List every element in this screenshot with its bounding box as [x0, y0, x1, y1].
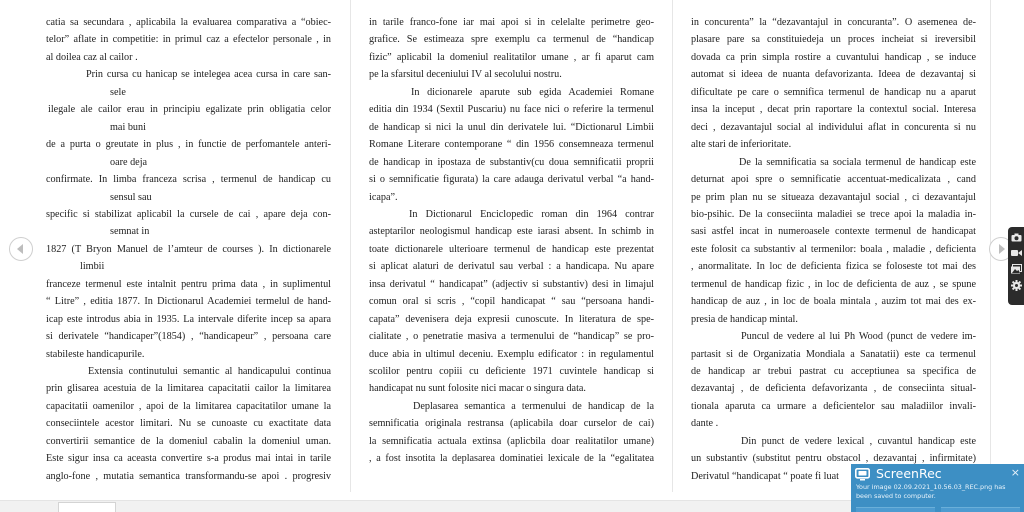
record-video-button[interactable]: [1010, 247, 1022, 259]
text-line: cialitate , o penetratie masiva a termenului de “handicap” se pro-: [369, 331, 654, 343]
page-divider: [672, 0, 673, 492]
chevron-left-icon: [17, 244, 23, 254]
text-line: Este sigur insa ca aceasta convertire s-a produs mai intai in tarile: [46, 453, 331, 465]
text-line: semnificatia originala restransa (aplicabila doar curselor de cai): [369, 418, 654, 430]
text-line: specific si stabilizat aplicabil la cursele de cai , apare deja con-: [46, 208, 331, 220]
text-line: grafice. Se estimeaza spre exemplu ca termenul de “handicap: [369, 34, 654, 46]
document-page-column: [369, 14, 654, 492]
text-line: alte stari de inferioritate.: [691, 139, 792, 151]
video-icon: [1011, 249, 1022, 257]
previous-page-button[interactable]: [9, 237, 33, 261]
text-line: In dicionarele aparute sub egida Academiei Romane: [411, 86, 654, 98]
text-line: 1827 (T Bryon Manuel de l’amteur de courses ). In dictionarele: [46, 243, 331, 255]
text-line: de a purta o greutate in plus , in functie de perfomantele anteri-: [46, 139, 331, 151]
gallery-button[interactable]: [1010, 263, 1022, 275]
text-line: Derivatul “handicapat “ poate fi luat: [691, 470, 839, 482]
text-line: Prin cursa cu hanicap se intelegea acea cursa in care san-: [86, 69, 331, 81]
screenrec-toolbar: [1008, 227, 1024, 305]
text-line: de handicap si nici la unul din derivatele lui. “Dictionarul Limbii: [369, 121, 654, 133]
text-line: anglo-fone , mutatia semantica transformandu-se apoi . progresiv: [46, 470, 331, 482]
text-line: Deplasarea semantica a termenului de handicap de la: [413, 400, 654, 412]
text-line: sensul sau: [110, 191, 152, 203]
text-line: insa la inceput , decat prin raportare la contextul social. Interesa: [691, 104, 976, 116]
text-line: In Dictionarul Enciclopedic roman din 1964 contrar: [409, 208, 654, 220]
text-line: telor” aflate in competitie: in primul caz a efectelor personale , in: [46, 34, 331, 46]
text-line: deturnat apoi spre o semnificatie accentuat-medicalizata , cand: [691, 174, 976, 186]
text-line: deci , dezavantajul social al individului aflat in concurenta si nu: [691, 121, 976, 133]
text-line: Puncul de vedere al lui Ph Wood (punct de vedere im-: [741, 331, 976, 343]
text-line: duce abia in ultimul deceniu. Exemplu edificator : in regulamentul: [369, 348, 654, 360]
notification-title: ScreenRec: [876, 466, 942, 481]
notification-action-button[interactable]: [856, 507, 935, 512]
document-page-column: [691, 14, 976, 492]
text-line: sele: [110, 86, 126, 98]
text-line: pe la sfarsitul deceniului IV al secolului nostru.: [369, 69, 562, 81]
text-line: dezavantaj , de deficienta defavorizanta , de conseciinta situal-: [691, 383, 976, 395]
text-line: handicap de auz , in loc de boala mintala , auzim tot mai des ex-: [691, 296, 976, 308]
text-line: scolilor pentru copiii cu deficiente 1971 cuvintele handicap si: [369, 366, 654, 377]
text-line: semnat in: [110, 226, 150, 238]
notification-header: [855, 467, 942, 481]
text-line: confirmate. In limba franceza scrisa , termenul de handicap cu: [46, 174, 331, 186]
text-line: fizic” aplicabil la domeniul realitatilor umane , ar fi aparut cam: [369, 51, 654, 63]
text-line: stabileste handicapurile.: [46, 348, 145, 360]
text-line: Extensia continutului semantic al handicapului continua: [88, 366, 331, 377]
text-line: si o semnificatie figurata) la care adauga derivatul verbal “a hand-: [369, 174, 654, 186]
notification-action-button[interactable]: [941, 507, 1020, 512]
text-line: partasit si de Organizatia Mondiala a Sanatatii) este ca termenul: [691, 348, 976, 360]
text-line: un substantiv (substitut pentru obstacol , dezavantaj , infirmitate): [691, 453, 976, 465]
text-line: presia de handicap mintal.: [691, 313, 798, 325]
document-page-column: [46, 14, 331, 492]
text-line: prin glisarea acestuia de la limitarea capacitatii cailor la limitarea: [46, 383, 331, 395]
text-line: comun oral si scris , “copil handicapat “ sau “persoana handi-: [369, 296, 654, 308]
text-line: de handicap ar trebui pastrat cu acceptiunea sa specifica de: [691, 366, 976, 377]
screenshot-button[interactable]: [1010, 231, 1022, 243]
chevron-right-icon: [999, 244, 1005, 254]
gallery-icon: [1011, 264, 1022, 274]
text-line: plasare pare sa constituiedeja un proces incheiat si ireversibil: [691, 34, 976, 46]
text-line: bio-psihic. De la conseciinta maladiei se trece apoi la maladia in-: [691, 208, 976, 220]
text-line: De la semnificatia sa sociala termenul de handicap este: [739, 156, 976, 168]
text-line: sasi astfel incat in numeroasele contexte termenul de handicapat: [691, 226, 976, 238]
text-line: catia sa secundara , aplicabila la evaluarea comparativa a “obiec-: [46, 17, 331, 28]
text-line: , anormalitate. In loc de deficienta fizica se foloseste tot mai des: [691, 261, 976, 273]
close-icon[interactable]: ×: [1010, 466, 1020, 479]
monitor-icon: [855, 468, 870, 481]
text-line: asteptarilor neologismul handicap este iarasi absent. In schimb in: [369, 226, 654, 238]
text-line: handicapat nu sunt folosite nici macar o singura data.: [369, 383, 586, 395]
text-line: dificultate pe care o semnifica termenul de handicap nu a aparut: [691, 86, 976, 98]
text-line: termenul de handicap fizic , in loc de deficienta de auz , se spune: [691, 278, 976, 290]
text-line: mai buni: [110, 121, 146, 133]
page-divider: [350, 0, 351, 492]
text-line: icapa”.: [369, 191, 398, 203]
notification-message: Your image 02.09.2021_10.56.03_REC.png has been saved to computer.: [856, 483, 1006, 500]
text-line: insa derivatul “ handicapat” (adjectiv si substantiv) desi in limajul: [369, 278, 654, 290]
text-line: in concurenta” la “dezavantajul in concuranta”. O asemenea de-: [691, 17, 976, 28]
text-line: al doilea caz al cailor .: [46, 51, 138, 63]
text-line: si derivatele “handicaper”(1854) , “handicapeur” , persoana care: [46, 331, 331, 343]
settings-button[interactable]: [1010, 279, 1022, 291]
text-line: oare deja: [110, 156, 148, 168]
text-line: Romane Literare contemporane “ din 1956 consemneaza termenul: [369, 139, 654, 151]
page-thumbnail[interactable]: [58, 502, 116, 512]
text-line: convertirii semantice de la domeniul cabalin la domeniul uman.: [46, 435, 331, 447]
text-line: tionala aparuta ca urmare a deficientelor sau maladiilor invali-: [691, 400, 976, 412]
camera-icon: [1011, 233, 1022, 242]
text-line: de handicap in ipostaza de substantiv(cu doua semnificatii proprii: [369, 156, 654, 168]
text-line: franceze termenul este intalnit pentru prima data , in suplimentul: [46, 278, 331, 290]
text-line: dovada ca prin simpla rostire a cuvantului handicap , se induce: [691, 51, 976, 63]
settings-icon: [1011, 280, 1022, 291]
text-line: capata” devenisera deja expresii cunoscute. In literatura de spe-: [369, 313, 654, 325]
text-line: toate dictionarele ulterioare termenul de handicap este prezentat: [369, 243, 654, 255]
text-line: la semnificatia actuala extinsa (aplicbila doar realitatilor umane): [369, 435, 654, 447]
text-line: limbii: [80, 261, 105, 273]
text-line: , a fost insotita la deplasarea dominatiei lexicale de la “egalitatea: [369, 453, 654, 465]
text-line: “ Litre” , editia 1877. In Dictionarul Academiei termelul de hand-: [46, 296, 331, 308]
text-line: Din punct de vedere lexical , cuvantul handicap este: [741, 435, 976, 447]
text-line: in tarile franco-fone iar mai apoi si in celelalte perimetre geo-: [369, 17, 654, 28]
text-line: dante .: [691, 418, 719, 430]
text-line: este folosit ca substantiv al termenilor: boala , maladie , deficienta: [691, 243, 976, 255]
text-line: pe prim plan nu se situeaza dezavantajul social , ci dezavantajul: [691, 191, 976, 203]
text-line: conseciintele acestor limitari. Nu se cunoaste cu exactitate data: [46, 418, 331, 430]
text-line: editia din 1934 (Sextil Puscariu) nu face nici o referire la termenul: [369, 104, 654, 116]
text-line: icap este introdus abia in 1935. La intervale diferite incep sa apara: [46, 313, 331, 325]
text-line: si aplicat alaturi de derivatul sau verbal : a handicapa. Nu apare: [369, 261, 654, 273]
notification-actions: [856, 507, 1020, 512]
screenrec-notification[interactable]: [851, 464, 1024, 512]
text-line: automat si ideea de nuanta defavorizanta. Ideea de dezavantaj si: [691, 69, 976, 81]
text-line: ilegale ale cailor erau in principiu egalizate prin obligatia celor: [48, 104, 331, 116]
text-line: capacitatii oamenilor , apoi de la limitarea capacitatilor umane la: [46, 400, 331, 412]
